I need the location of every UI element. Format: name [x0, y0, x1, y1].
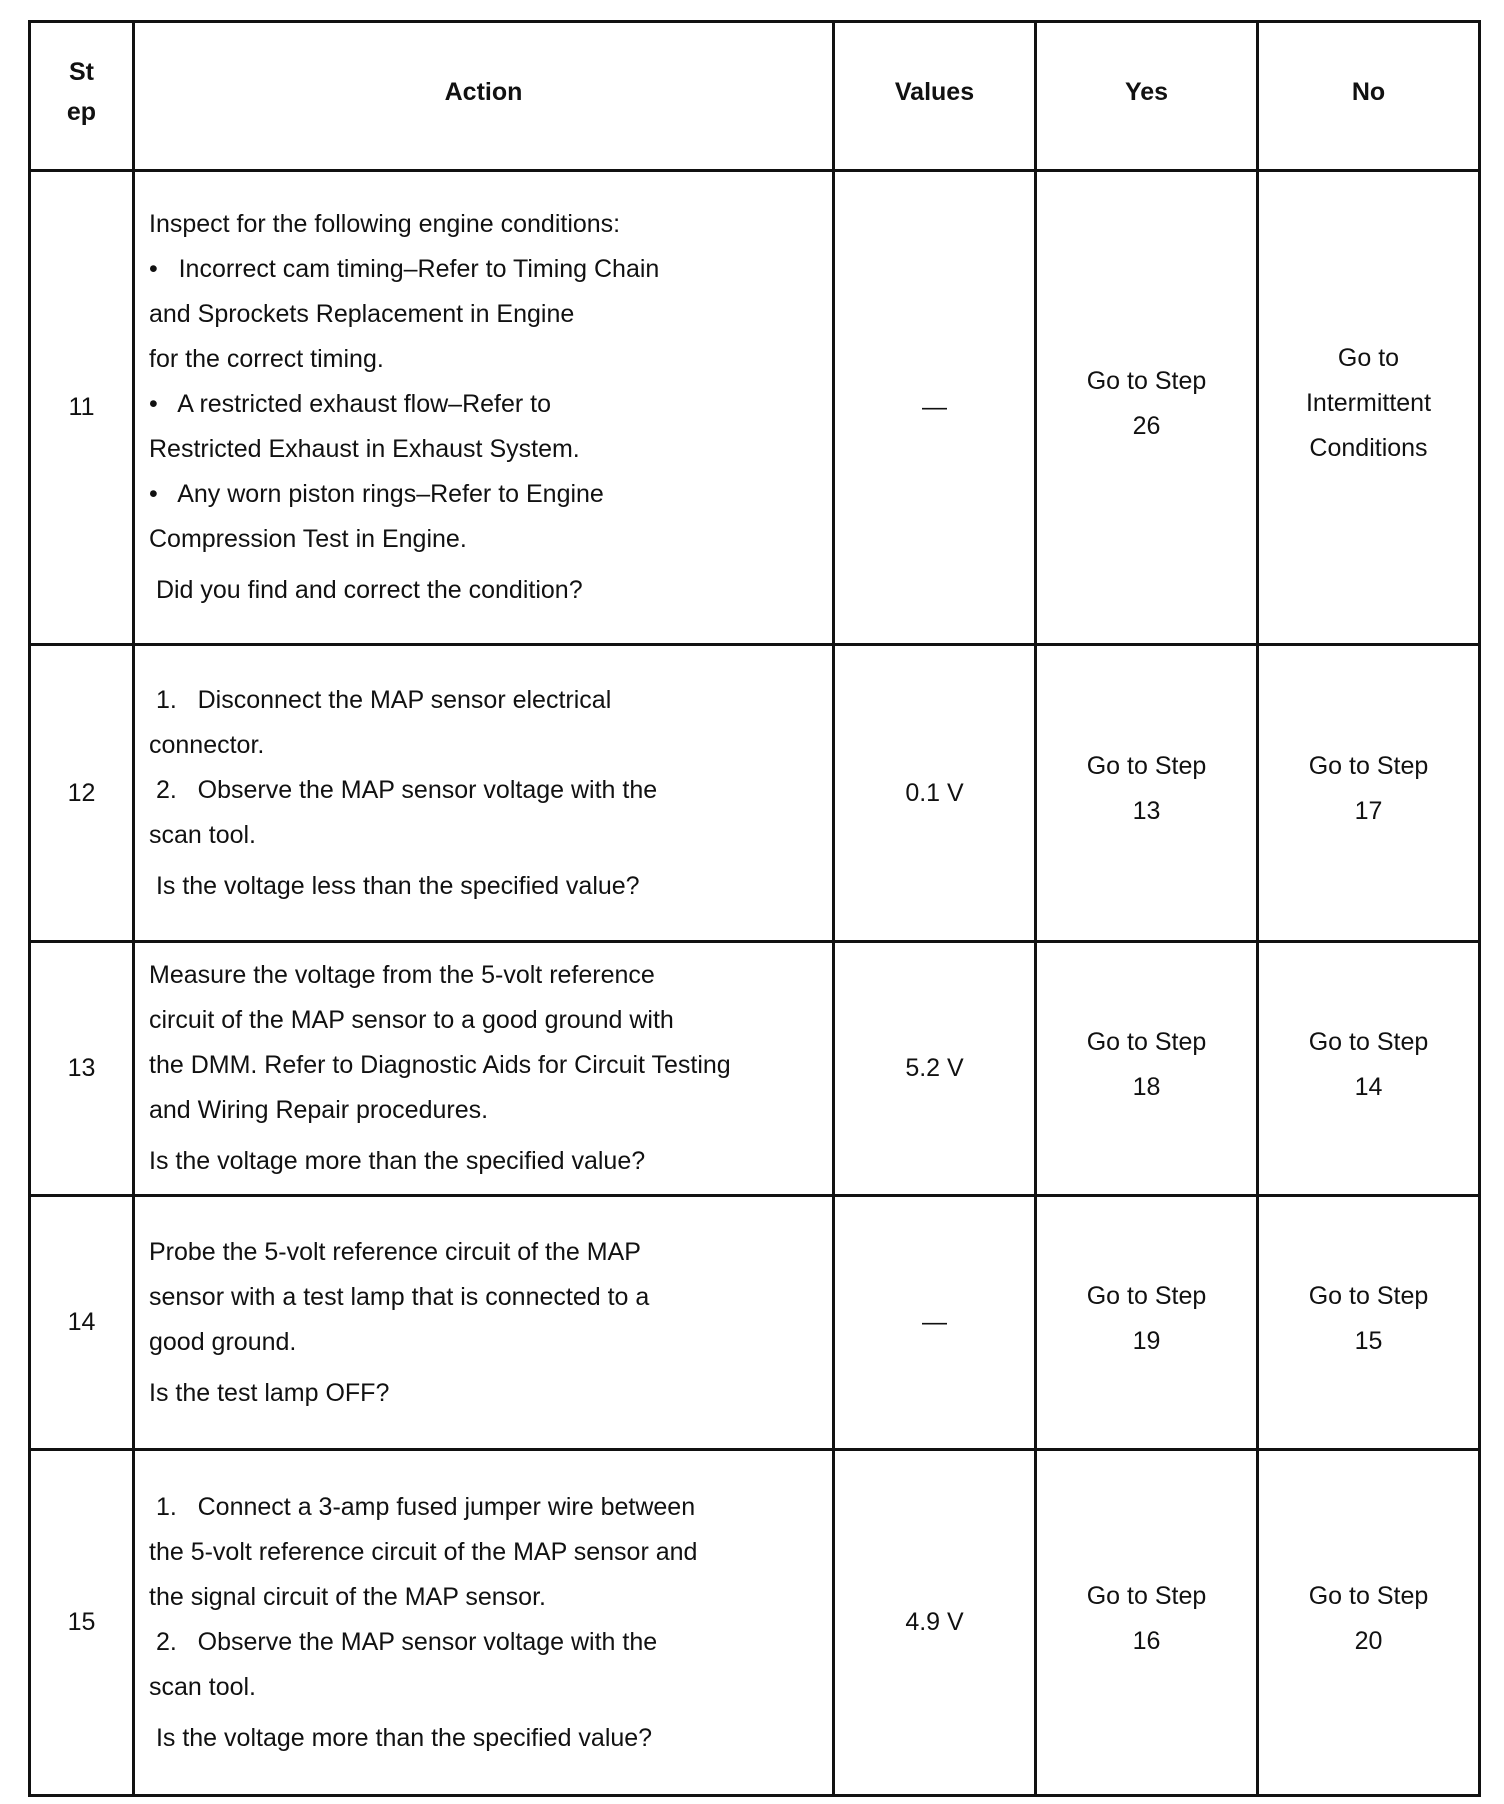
header-step-line: ep: [66, 98, 97, 126]
action-line: the 5-volt reference circuit of the MAP sensor and: [149, 1537, 698, 1566]
value-cell: 5.2 V: [834, 942, 1036, 1196]
no-cell: [1258, 1196, 1480, 1450]
action-line: circuit of the MAP sensor to a good ground with: [149, 1006, 674, 1034]
action-line: Compression Test in Engine.: [149, 525, 467, 553]
action-cell: [134, 1450, 834, 1796]
action-line: • Incorrect cam timing–Refer to Timing Chain: [149, 255, 660, 283]
action-question: Is the test lamp OFF?: [149, 1378, 390, 1407]
no-line: 20: [1354, 1626, 1383, 1655]
step-cell: 13: [30, 942, 134, 1196]
action-line: sensor with a test lamp that is connected to a: [149, 1282, 650, 1311]
header-row: [30, 22, 1480, 171]
action-cell: [134, 171, 834, 645]
no-line: 15: [1354, 1326, 1383, 1355]
no-cell: [1258, 645, 1480, 942]
action-question: Is the voltage more than the specified value?: [149, 1147, 646, 1175]
yes-line: Go to Step: [1086, 1281, 1207, 1310]
action-lines: [149, 1485, 822, 1710]
diagnostic-table: [28, 20, 1481, 1797]
step-cell: 11: [30, 171, 134, 645]
no-line: 17: [1354, 797, 1383, 825]
action-question: Is the voltage less than the specified value?: [149, 871, 640, 900]
no-line: Go to Step: [1308, 752, 1429, 780]
yes-line: 19: [1132, 1326, 1161, 1355]
action-line: connector.: [149, 730, 265, 759]
yes-line: Go to Step: [1086, 1027, 1207, 1056]
action-cell: [134, 942, 834, 1196]
table-row: [30, 171, 1480, 645]
no-line: Go to Step: [1308, 1581, 1429, 1610]
yes-line: 26: [1132, 411, 1161, 440]
no-cell: [1258, 171, 1480, 645]
action-lines: [149, 953, 822, 1133]
action-lines: [149, 678, 822, 858]
action-line: Probe the 5-volt reference circuit of the MAP: [149, 1237, 641, 1266]
value-cell: —: [834, 171, 1036, 645]
no-cell: [1258, 1450, 1480, 1796]
yes-cell: [1036, 645, 1258, 942]
action-question: Did you find and correct the condition?: [149, 576, 583, 604]
action-line: scan tool.: [149, 1672, 257, 1701]
action-line: 2. Observe the MAP sensor voltage with the: [149, 775, 658, 804]
table-row: [30, 645, 1480, 942]
yes-cell: [1036, 1450, 1258, 1796]
action-question: Is the voltage more than the specified value?: [149, 1723, 653, 1752]
table-row: [30, 1450, 1480, 1796]
no-line: Go to Step: [1308, 1027, 1429, 1056]
no-line: Conditions: [1309, 434, 1428, 462]
value-cell: 0.1 V: [834, 645, 1036, 942]
header-step-line: St: [69, 58, 94, 86]
no-line: 14: [1354, 1072, 1383, 1101]
action-lines: [149, 1230, 822, 1365]
action-cell: [134, 645, 834, 942]
yes-line: 16: [1132, 1626, 1161, 1655]
action-line: 2. Observe the MAP sensor voltage with the: [149, 1627, 658, 1656]
no-line: Go to Step: [1308, 1281, 1429, 1310]
header-yes: Yes: [1036, 22, 1258, 171]
action-line: and Sprockets Replacement in Engine: [149, 300, 575, 328]
yes-cell: [1036, 942, 1258, 1196]
action-line: • A restricted exhaust flow–Refer to: [149, 390, 552, 418]
header-action: Action: [134, 22, 834, 171]
no-cell: [1258, 942, 1480, 1196]
action-cell: [134, 1196, 834, 1450]
action-lines: [149, 202, 822, 562]
no-line: Go to: [1337, 344, 1400, 372]
step-cell: 15: [30, 1450, 134, 1796]
header-values: Values: [834, 22, 1036, 171]
action-line: Restricted Exhaust in Exhaust System.: [149, 435, 580, 463]
header-step: [30, 22, 134, 171]
step-cell: 12: [30, 645, 134, 942]
action-line: Measure the voltage from the 5-volt reference: [149, 961, 655, 989]
header-no: No: [1258, 22, 1480, 171]
table-row: [30, 1196, 1480, 1450]
action-line: and Wiring Repair procedures.: [149, 1096, 489, 1124]
yes-line: Go to Step: [1086, 752, 1207, 780]
yes-line: 18: [1132, 1072, 1161, 1101]
action-line: 1. Disconnect the MAP sensor electrical: [149, 685, 612, 714]
action-line: the signal circuit of the MAP sensor.: [149, 1582, 546, 1611]
action-line: • Any worn piston rings–Refer to Engine: [149, 480, 604, 508]
yes-line: 13: [1132, 797, 1161, 825]
yes-cell: [1036, 1196, 1258, 1450]
action-line: good ground.: [149, 1327, 297, 1356]
action-line: for the correct timing.: [149, 345, 384, 373]
value-cell: 4.9 V: [834, 1450, 1036, 1796]
no-line: Intermittent: [1305, 389, 1432, 417]
value-cell: —: [834, 1196, 1036, 1450]
step-cell: 14: [30, 1196, 134, 1450]
action-line: the DMM. Refer to Diagnostic Aids for Circuit Testing: [149, 1051, 731, 1079]
action-line: 1. Connect a 3-amp fused jumper wire between: [149, 1492, 696, 1521]
yes-cell: [1036, 171, 1258, 645]
yes-line: Go to Step: [1086, 366, 1207, 395]
action-line: Inspect for the following engine conditions:: [149, 210, 621, 238]
yes-line: Go to Step: [1086, 1581, 1207, 1610]
table-row: [30, 942, 1480, 1196]
action-line: scan tool.: [149, 820, 257, 849]
